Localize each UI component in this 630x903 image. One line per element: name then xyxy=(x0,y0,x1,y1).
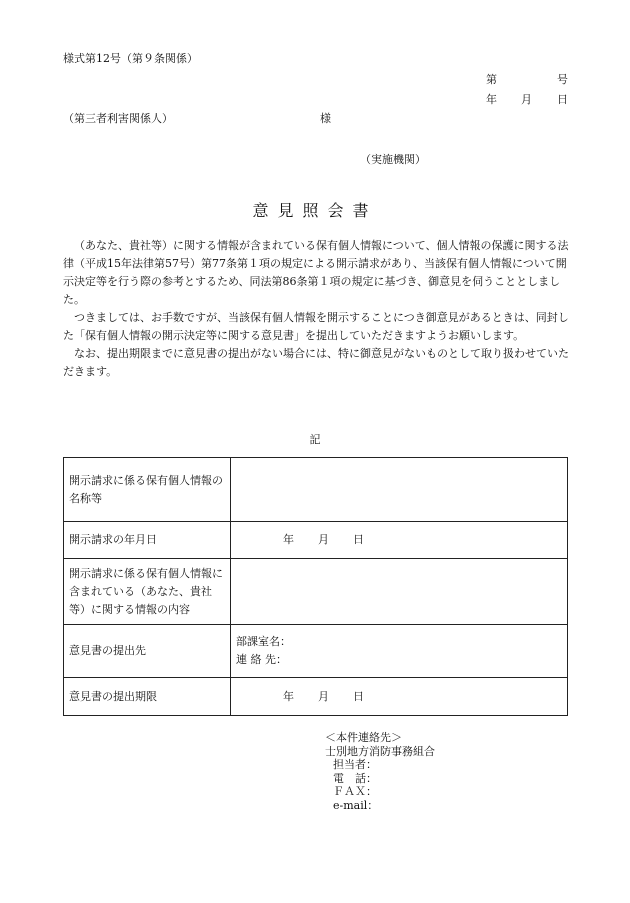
table-row xyxy=(64,678,568,716)
submit-to-department: 部課室名： xyxy=(236,635,291,648)
ki-heading: 記 xyxy=(309,433,321,446)
row-label-submit-to: 意見書の提出先 xyxy=(64,625,231,678)
row-label-info-name: 開示請求に係る保有個人情報の名称等 xyxy=(64,458,231,522)
body-paragraph-1: （あなた、貴社等）に関する情報が含まれている保有個人情報について、個人情報の保護に関する法律（平成15年法律第57号）第77条第１項の規定による開示請求があり、当該保有個人情報について開示決定等を行う際の参考とするため、同法第86条第１項の規定に基づき、御意見を伺うこととしました。 xyxy=(63,239,569,306)
row-value-info-name[interactable] xyxy=(231,458,568,522)
row-label-request-date: 開示請求の年月日 xyxy=(64,522,231,559)
addressee-honorific: 様 xyxy=(320,112,331,125)
row-label-deadline: 意見書の提出期限 xyxy=(64,678,231,716)
document-number xyxy=(486,71,568,87)
deadline-year: 年 xyxy=(283,689,294,703)
date-year: 年 xyxy=(486,93,497,106)
body-paragraph-2: つきましては、お手数ですが、当該保有個人情報を開示することにつき御意見があるときは、同封した「保有個人情報の開示決定等に関する意見書」を提出していただきますようお願いします。 xyxy=(63,311,569,342)
request-date-day: 日 xyxy=(353,533,364,546)
row-label-info-content: 開示請求に係る保有個人情報に含まれている（あなた、貴社等）に関する情報の内容 xyxy=(64,559,231,625)
date-month: 月 xyxy=(521,93,532,106)
contact-phone: 電 話： xyxy=(333,771,377,785)
table-row xyxy=(64,559,568,625)
addressee: （第三者利害関係人） xyxy=(63,112,173,125)
implementing-agency: （実施機関） xyxy=(360,153,426,166)
request-date-year: 年 xyxy=(283,533,294,546)
row-value-submit-to[interactable] xyxy=(231,625,568,678)
contact-organization: 士別地方消防事務組合 xyxy=(325,744,435,758)
contact-fax: ＦＡＸ： xyxy=(333,785,377,798)
row-value-request-date[interactable] xyxy=(231,522,568,559)
contact-heading: ＜本件連絡先＞ xyxy=(325,731,402,744)
date-day: 日 xyxy=(557,93,568,106)
info-table xyxy=(63,457,568,716)
contact-block xyxy=(325,731,435,812)
table-row xyxy=(64,625,568,678)
table-row xyxy=(64,458,568,522)
form-number: 様式第12号（第９条関係） xyxy=(63,52,198,65)
page-title: 意見照会書 xyxy=(252,201,378,220)
contact-email: e-mail： xyxy=(333,798,379,812)
doc-number-suffix: 号 xyxy=(557,73,568,86)
deadline-month: 月 xyxy=(318,689,329,703)
submit-to-contact: 連 絡 先： xyxy=(236,653,287,666)
table-row xyxy=(64,522,568,559)
contact-person: 担当者： xyxy=(333,758,377,771)
deadline-day: 日 xyxy=(353,689,364,703)
row-value-info-content[interactable] xyxy=(231,559,568,625)
row-value-deadline[interactable] xyxy=(231,678,568,716)
request-date-month: 月 xyxy=(318,533,329,546)
body-text xyxy=(63,237,569,381)
doc-number-prefix: 第 xyxy=(486,73,497,86)
body-paragraph-3: なお、提出期限までに意見書の提出がない場合には、特に御意見がないものとして取り扱わせていただきます。 xyxy=(63,347,569,378)
